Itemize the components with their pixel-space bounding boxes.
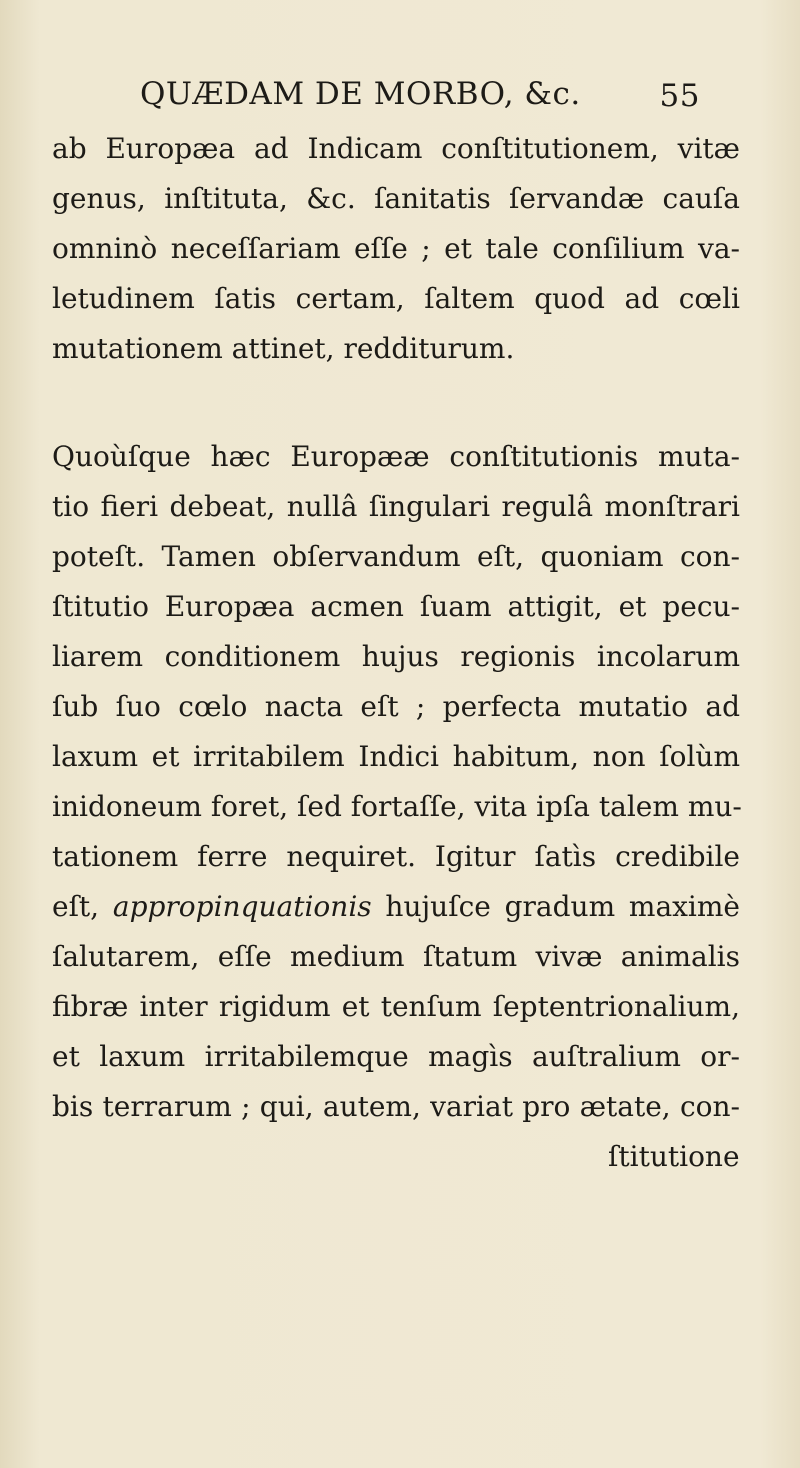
text-line: ſtitutio Europæa acmen ſuam attigit, et pecu- [52,590,740,623]
catchword: ſtitutione [608,1140,740,1173]
text-line: ſalutarem, eſſe medium ſtatum vivæ animalis [52,940,740,973]
page-header [140,76,700,126]
text-segment: eſt, [52,890,113,923]
text-line: letudinem ſatis certam, ſaltem quod ad cœli [52,282,740,315]
text-line: omninò neceſſariam eſſe ; et tale conſilium va- [52,232,740,265]
text-line: laxum et irritabilem Indici habitum, non ſolùm [52,740,740,773]
text-line: mutationem attinet, redditurum. [52,332,515,365]
text-line: ſub ſuo cœlo nacta eſt ; perfecta mutatio ad [52,690,740,723]
text-segment: hujuſce gradum maximè [371,890,740,923]
text-line: poteſt. Tamen obſervandum eſt, quoniam con- [52,540,740,573]
text-line: tio fieri debeat, nullâ ſingulari regulâ monſtrari [52,490,740,523]
running-head: QUÆDAM DE MORBO, &c. [140,76,581,112]
text-line: inidoneum foret, ſed fortaſſe, vita ipſa talem mu- [52,790,742,823]
text-line: et laxum irritabilemque magìs auſtralium or- [52,1040,740,1073]
text-line: bis terrarum ; qui, autem, variat pro ætate, con- [52,1090,740,1123]
text-line: ab Europæa ad Indicam conſtitutionem, vitæ [52,132,740,165]
text-line: Quoùſque hæc Europææ conſtitutionis muta- [52,440,740,473]
text-line [52,890,740,923]
text-line: genus, inſtituta, &c. ſanitatis ſervandæ cauſa [52,182,740,215]
italic-term: appropinquationis [112,890,372,923]
page-number: 55 [659,78,700,114]
text-line: fibræ inter rigidum et tenſum ſeptentrionalium, [52,990,740,1023]
text-line: tationem ferre nequiret. Igitur ſatìs credibile [52,840,740,873]
text-line: liarem conditionem hujus regionis incolarum [52,640,740,673]
